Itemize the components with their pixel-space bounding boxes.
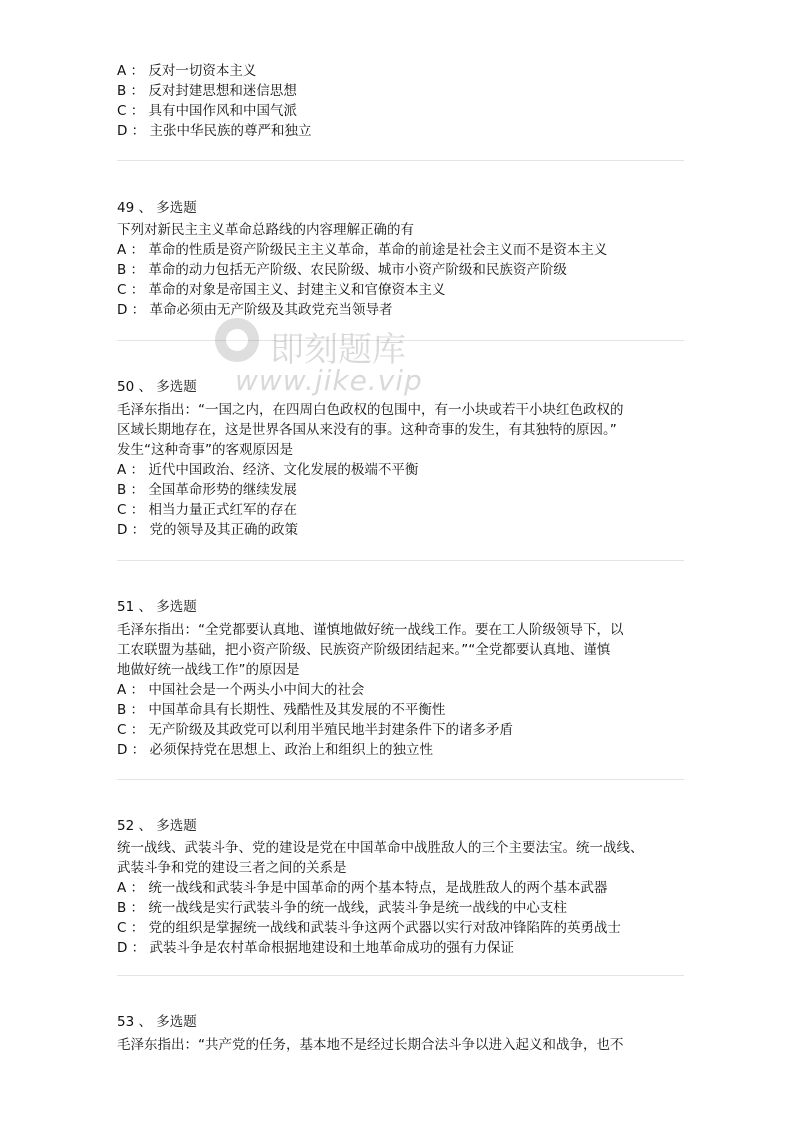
question-stem: 地做好统一战线工作”的原因是 <box>117 662 300 678</box>
question-stem: 毛泽东指出：“一国之内，在四周白色政权的包围中，有一小块或若干小块红色政权的 <box>117 402 624 418</box>
separator <box>117 779 684 780</box>
option-b: B ： 全国革命形势的继续发展 <box>117 482 297 498</box>
option-b: B ： 统一战线是实行武装斗争的统一战线，武装斗争是统一战线的中心支柱 <box>117 900 567 916</box>
separator <box>117 560 684 561</box>
option-a: A ： 中国社会是一个两头小中间大的社会 <box>117 682 365 698</box>
question-stem: 下列对新民主主义革命总路线的内容理解正确的有 <box>117 222 414 238</box>
option-d: D ： 主张中华民族的尊严和独立 <box>117 123 312 139</box>
option-c: C ： 具有中国作风和中国气派 <box>117 103 298 119</box>
option-c: C ： 相当力量正式红军的存在 <box>117 502 298 518</box>
watermark-url: www.jike.vip <box>235 364 423 397</box>
option-b: B ： 中国革命具有长期性、残酷性及其发展的不平衡性 <box>117 702 446 718</box>
option-a: A ： 统一战线和武装斗争是中国革命的两个基本特点，是战胜敌人的两个基本武器 <box>117 880 608 896</box>
question-stem: 毛泽东指出：“共产党的任务，基本地不是经过长期合法斗争以进入起义和战争，也不 <box>117 1037 624 1053</box>
question-stem: 发生“这种奇事”的客观原因是 <box>117 442 293 458</box>
question-header: 52 、 多选题 <box>117 818 197 834</box>
question-stem: 武装斗争和党的建设三者之间的关系是 <box>117 860 347 876</box>
option-d: D ： 革命必须由无产阶级及其政党充当领导者 <box>117 302 393 318</box>
watermark <box>215 318 435 398</box>
separator <box>117 975 684 976</box>
option-c: C ： 无产阶级及其政党可以利用半殖民地半封建条件下的诸多矛盾 <box>117 722 514 738</box>
separator <box>117 160 684 161</box>
option-a: A ： 近代中国政治、经济、文化发展的极端不平衡 <box>117 462 419 478</box>
option-d: D ： 武装斗争是农村革命根据地建设和土地革命成功的强有力保证 <box>117 940 514 956</box>
option-d: D ： 党的领导及其正确的政策 <box>117 522 298 538</box>
question-header: 49 、 多选题 <box>117 200 197 216</box>
question-header: 50 、 多选题 <box>117 379 197 395</box>
option-d: D ： 必须保持党在思想上、政治上和组织上的独立性 <box>117 742 433 758</box>
option-a: A ： 革命的性质是资产阶级民主主义革命，革命的前途是社会主义而不是资本主义 <box>117 242 608 258</box>
option-c: C ： 革命的对象是帝国主义、封建主义和官僚资本主义 <box>117 282 446 298</box>
option-c: C ： 党的组织是掌握统一战线和武装斗争这两个武器以实行对敌冲锋陷阵的英勇战士 <box>117 920 622 936</box>
separator <box>117 340 684 341</box>
watermark-brand: 即刻题库 <box>270 330 406 370</box>
question-header: 51 、 多选题 <box>117 599 197 615</box>
question-stem: 区域长期地存在，这是世界各国从来没有的事。这种奇事的发生，有其独特的原因。” <box>117 422 617 438</box>
option-a: A ： 反对一切资本主义 <box>117 63 257 79</box>
question-stem: 毛泽东指出：“全党都要认真地、谨慎地做好统一战线工作。要在工人阶级领导下，以 <box>117 622 624 638</box>
option-b: B ： 革命的动力包括无产阶级、农民阶级、城市小资产阶级和民族资产阶级 <box>117 262 567 278</box>
option-b: B ： 反对封建思想和迷信思想 <box>117 83 297 99</box>
question-header: 53 、 多选题 <box>117 1014 197 1030</box>
question-stem: 统一战线、武装斗争、党的建设是党在中国革命中战胜敌人的三个主要法宝。统一战线、 <box>117 840 644 856</box>
question-stem: 工农联盟为基础，把小资产阶级、民族资产阶级团结起来。”“全党都要认真地、谨慎 <box>117 642 611 658</box>
